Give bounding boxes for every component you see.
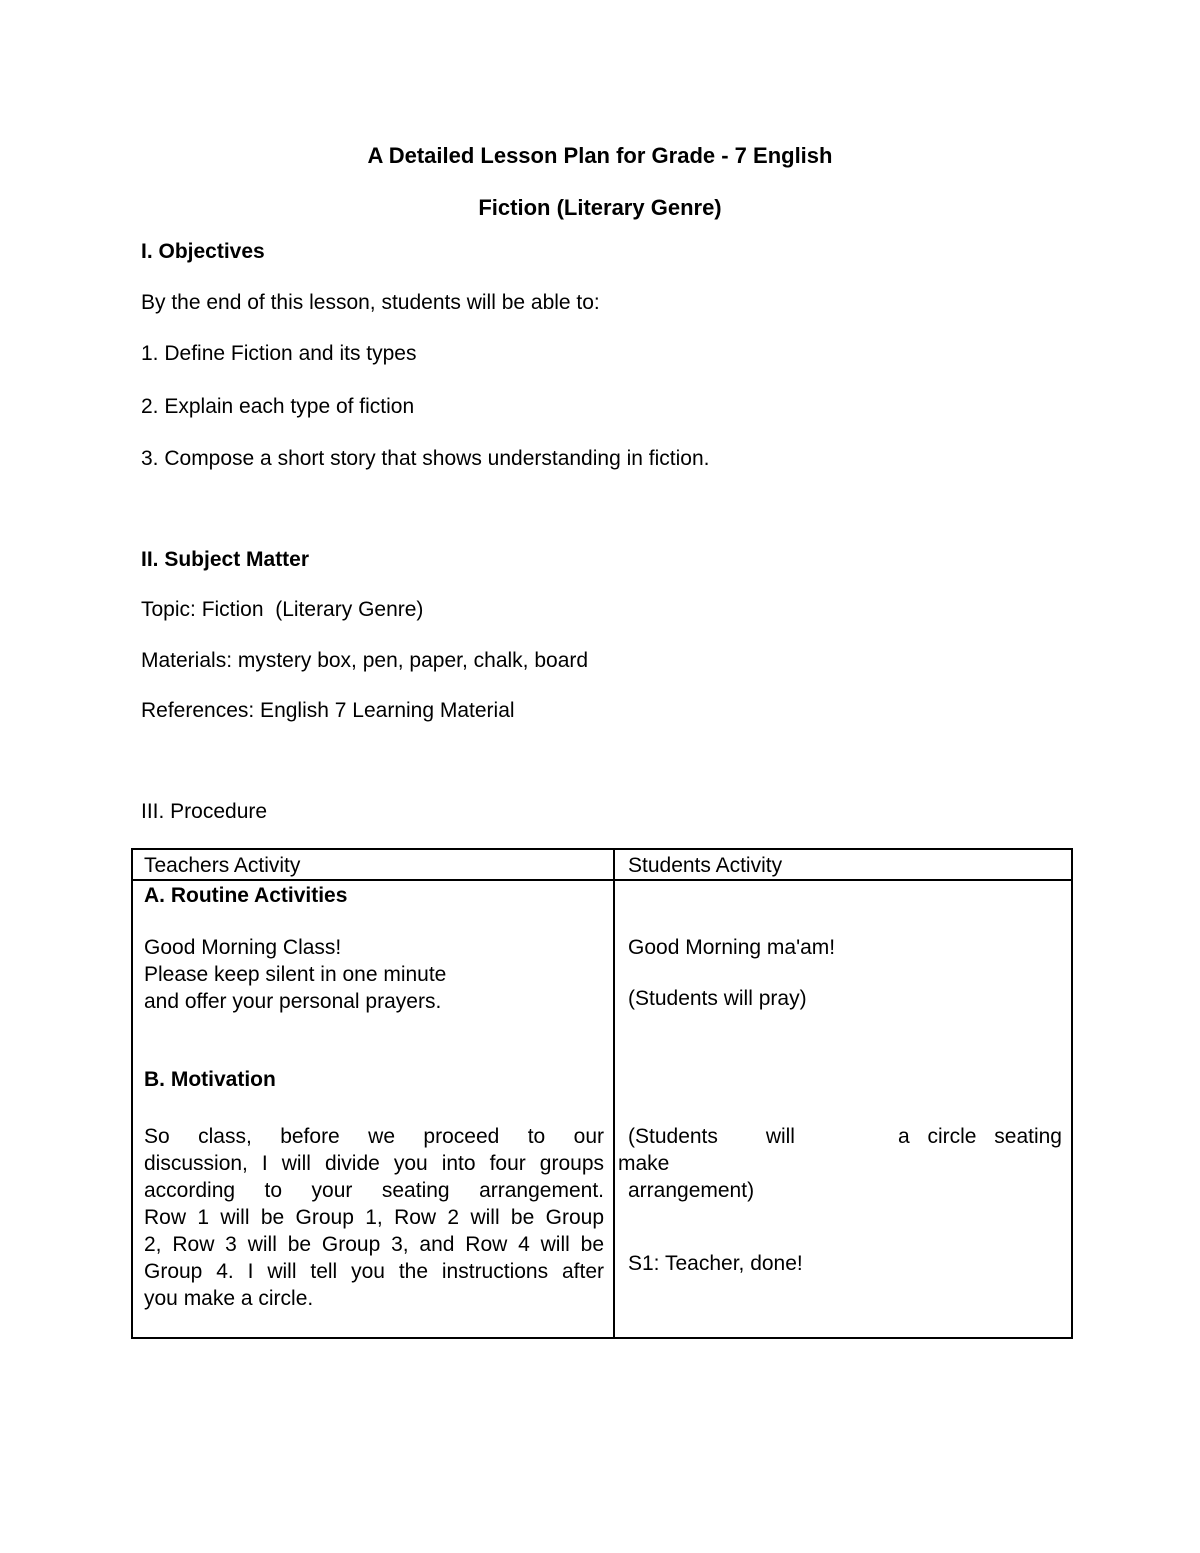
student-pray: (Students will pray) (628, 987, 807, 1010)
student-arrangement: arrangement) (628, 1179, 755, 1202)
teacher-line: you make a circle. (144, 1287, 314, 1310)
document-title: A Detailed Lesson Plan for Grade - 7 English (367, 143, 833, 168)
teacher-line: Row 1 will be Group 1, Row 2 will be Group (144, 1206, 604, 1229)
student-word: (Students (628, 1125, 718, 1148)
student-greeting: Good Morning ma'am! (628, 936, 836, 959)
table-column-divider (613, 850, 615, 1337)
student-word: a (897, 1125, 910, 1148)
document-subtitle: Fiction (Literary Genre) (478, 195, 722, 220)
students-activity-header: Students Activity (628, 854, 783, 877)
teacher-line: 2, Row 3 will be Group 3, and Row 4 will be (144, 1233, 604, 1256)
student-done: S1: Teacher, done! (628, 1252, 803, 1275)
teacher-line: and offer your personal prayers. (144, 990, 442, 1013)
teacher-line: Group 4. I will tell you the instructions after (144, 1260, 604, 1283)
objectives-intro: By the end of this lesson, students will be able to: (141, 291, 600, 314)
student-make-word: make (618, 1152, 670, 1175)
student-word: seating (994, 1125, 1062, 1148)
subject-matter-heading: II. Subject Matter (141, 548, 310, 571)
objective-item: 2. Explain each type of fiction (141, 395, 415, 418)
objectives-heading: I. Objectives (141, 240, 265, 263)
routine-activities-heading: A. Routine Activities (144, 884, 348, 907)
procedure-heading: III. Procedure (141, 800, 268, 823)
objective-item: 3. Compose a short story that shows understanding in fiction. (141, 447, 710, 470)
objective-item: 1. Define Fiction and its types (141, 342, 417, 365)
table-header-divider (133, 879, 1071, 881)
teachers-activity-header: Teachers Activity (144, 854, 301, 877)
motivation-teacher-paragraph (144, 1123, 604, 1312)
procedure-table (131, 848, 1073, 1339)
teacher-line: Good Morning Class! (144, 936, 342, 959)
teacher-line: So class, before we proceed to our (144, 1125, 604, 1148)
teacher-line: discussion, I will divide you into four groups (144, 1152, 604, 1175)
subject-topic: Topic: Fiction (Literary Genre) (141, 598, 424, 621)
subject-references: References: English 7 Learning Material (141, 699, 515, 722)
student-word: will (765, 1125, 795, 1148)
motivation-heading: B. Motivation (144, 1068, 276, 1091)
subject-materials: Materials: mystery box, pen, paper, chalk, board (141, 649, 589, 672)
teacher-line: Please keep silent in one minute (144, 963, 447, 986)
motivation-student-response (628, 1123, 1062, 1150)
student-word: circle (927, 1125, 977, 1148)
teacher-line: according to your seating arrangement. (144, 1179, 604, 1202)
